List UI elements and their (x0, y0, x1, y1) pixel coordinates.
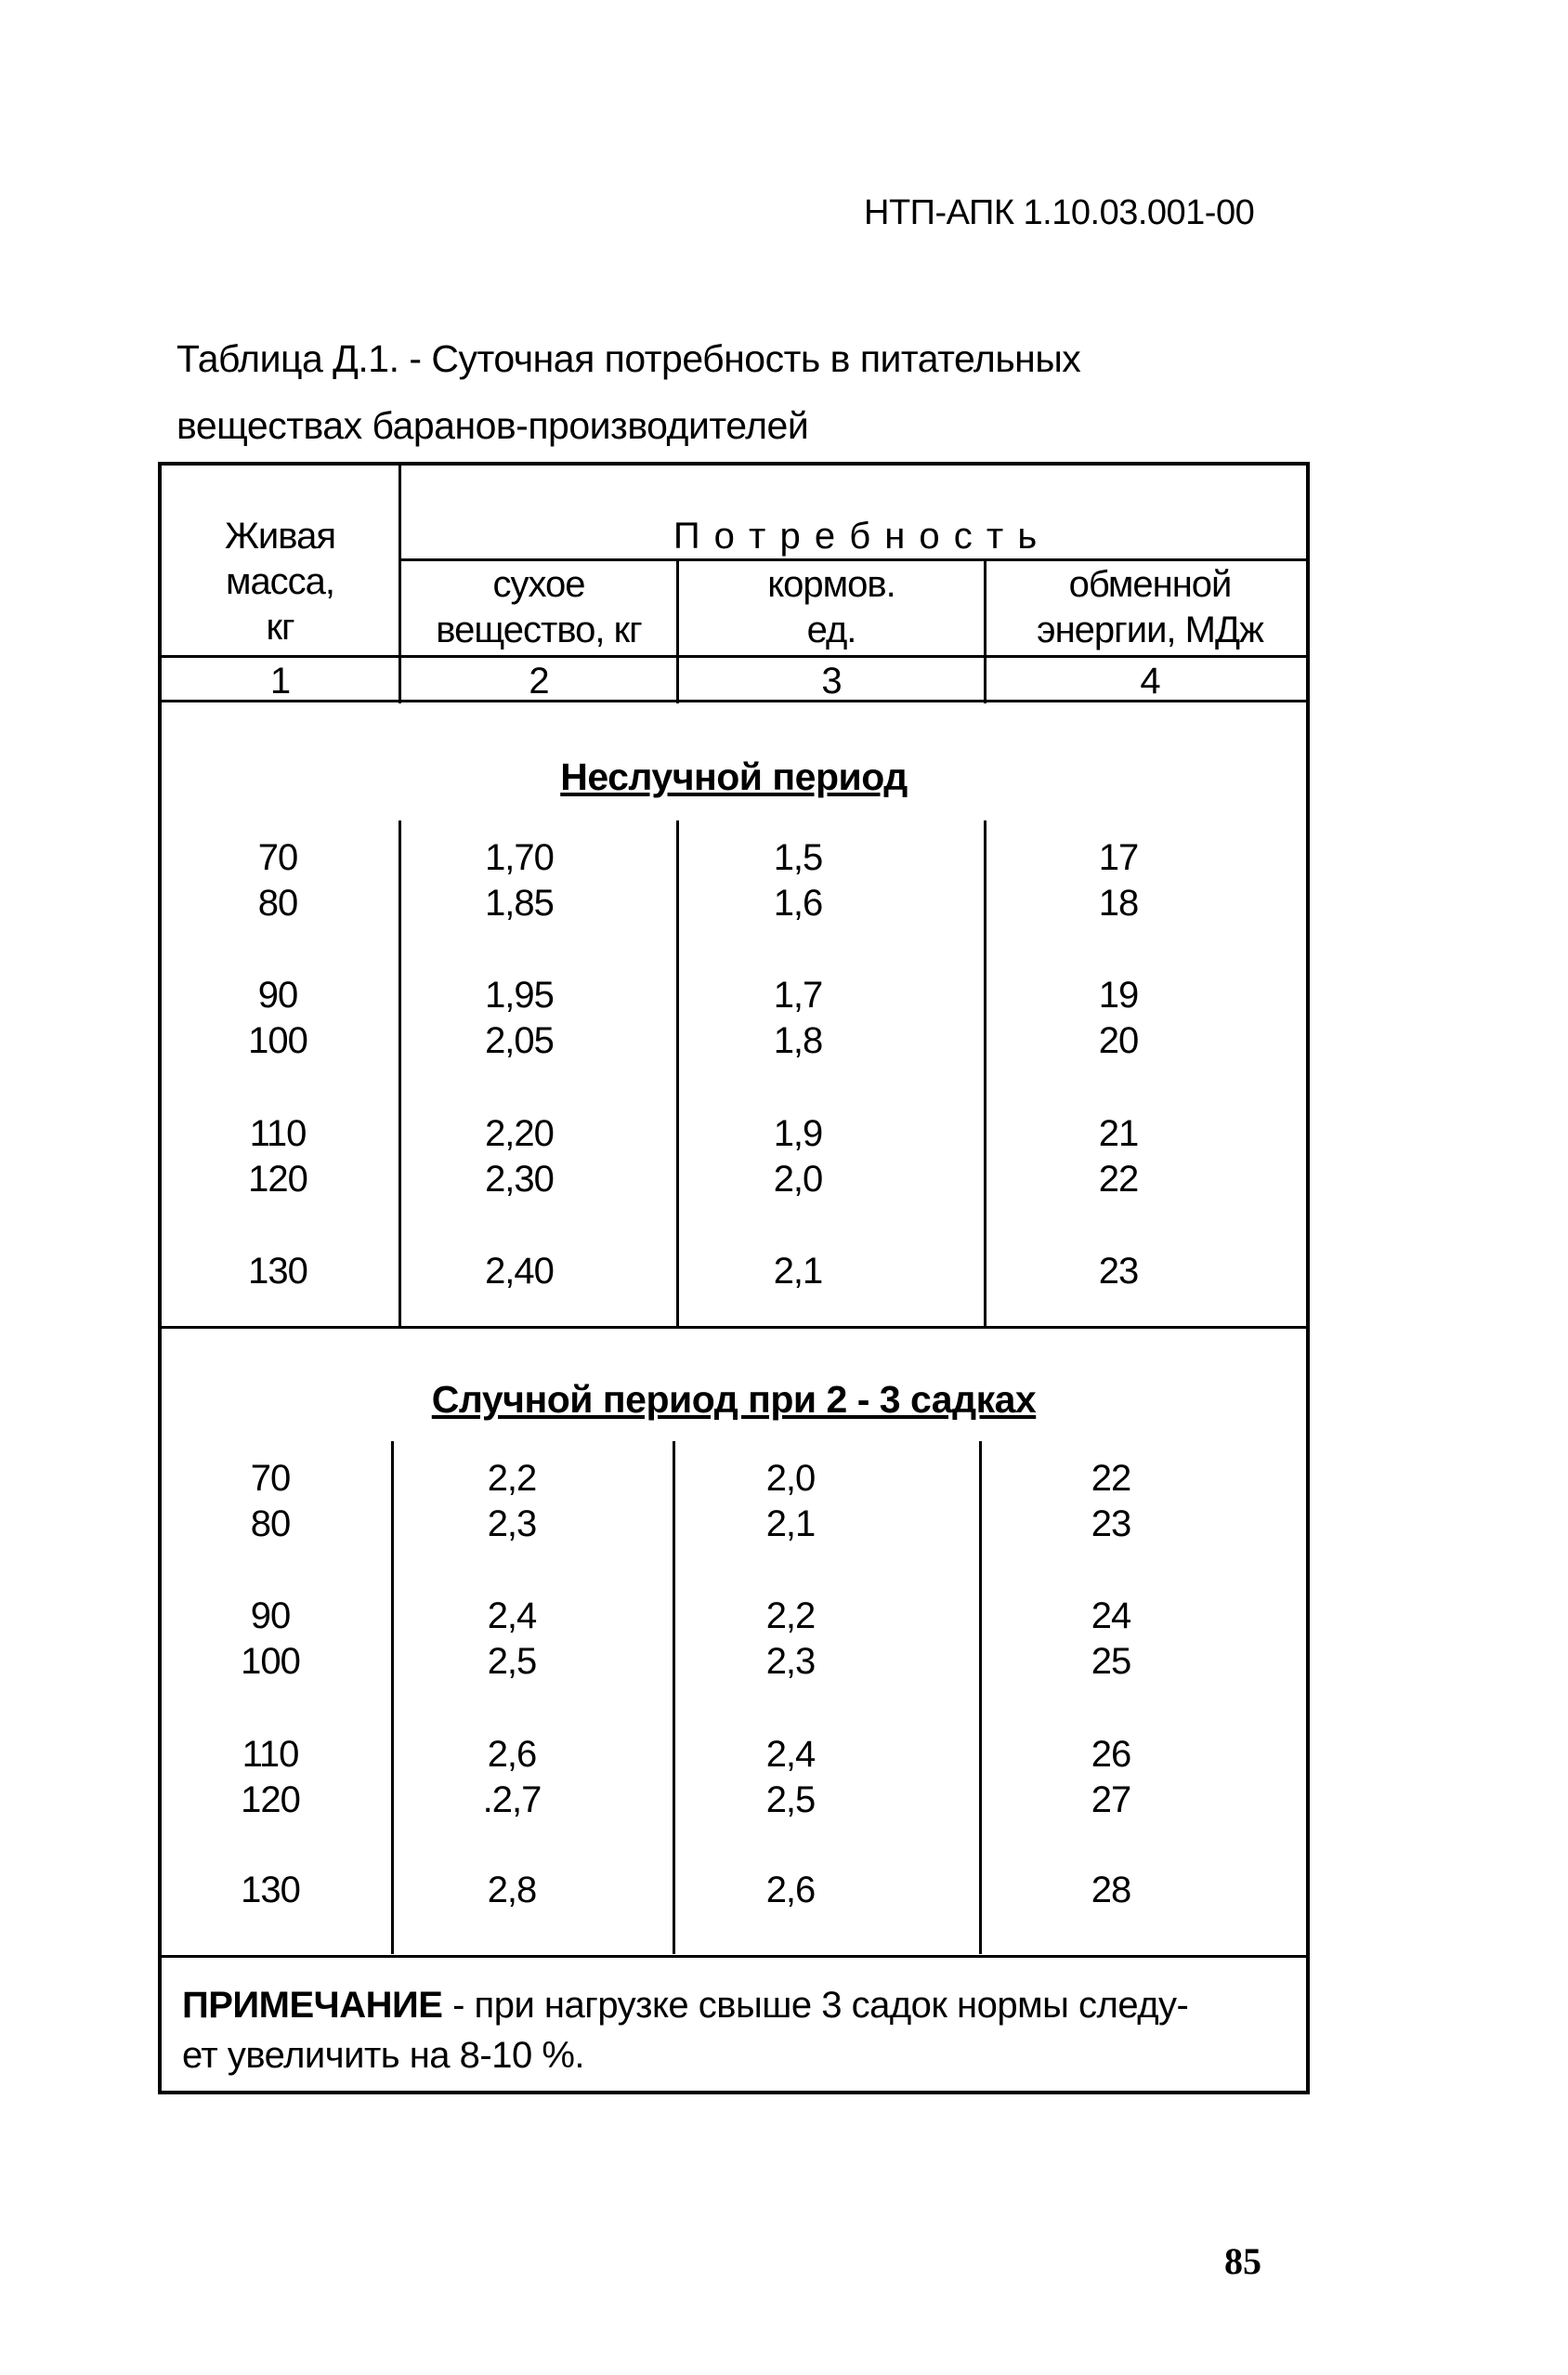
section-title-breeding: Случной период при 2 - 3 садках (431, 1378, 1037, 1421)
cell-exchange-energy: 23 (1091, 1503, 1131, 1544)
document-code: НТП-АПК 1.10.03.001-00 (864, 193, 1255, 232)
cell-feed-units: 1,9 (773, 1113, 823, 1154)
cell-live-mass: 100 (248, 1020, 307, 1061)
cell-feed-units: 2,1 (773, 1251, 823, 1292)
caption-line-1: Таблица Д.1. - Суточная потребность в питательных (176, 337, 1081, 380)
cell-dry-matter: 2,20 (485, 1113, 554, 1154)
colnum-1: 1 (269, 661, 291, 702)
cell-exchange-energy: 17 (1098, 837, 1139, 878)
caption-line-2: веществах баранов-производителей (176, 404, 809, 447)
colnum-2: 2 (529, 661, 549, 702)
cell-feed-units: 1,8 (773, 1020, 823, 1061)
cell-feed-units: 2,0 (773, 1159, 823, 1200)
cell-feed-units: 2,5 (765, 1779, 816, 1820)
requirements-table (158, 462, 1310, 2094)
cell-dry-matter: 2,4 (487, 1595, 537, 1636)
cell-live-mass: 110 (249, 1113, 307, 1154)
cell-live-mass: 90 (250, 1595, 291, 1636)
cell-exchange-energy: 18 (1098, 883, 1139, 924)
cell-live-mass: 70 (257, 837, 298, 878)
cell-dry-matter: .2,7 (482, 1779, 542, 1820)
cell-dry-matter: 1,95 (485, 975, 554, 1016)
cell-exchange-energy: 23 (1098, 1251, 1139, 1292)
cell-dry-matter: 2,40 (485, 1251, 554, 1292)
cell-feed-units: 2,0 (765, 1458, 816, 1499)
cell-live-mass: 130 (248, 1251, 307, 1292)
cell-live-mass: 120 (248, 1159, 307, 1200)
cell-dry-matter: 2,6 (487, 1734, 537, 1775)
section-separator (162, 1326, 1306, 1329)
cell-live-mass: 130 (241, 1870, 300, 1910)
section2-divider-1 (391, 1441, 394, 1954)
cell-dry-matter: 1,70 (485, 837, 554, 878)
cell-feed-units: 1,5 (773, 837, 823, 878)
section1-divider-1 (399, 820, 401, 1327)
cell-exchange-energy: 20 (1098, 1020, 1139, 1061)
cell-dry-matter: 2,30 (485, 1159, 554, 1200)
header-bottom-line (162, 655, 1306, 658)
cell-live-mass: 90 (257, 975, 298, 1016)
cell-live-mass: 100 (241, 1641, 300, 1682)
note-text: - при нагрузке свыше 3 садок нормы следу- (442, 1985, 1189, 2026)
note-label: ПРИМЕЧАНИЕ (182, 1985, 443, 2026)
cell-dry-matter: 2,05 (485, 1020, 554, 1061)
cell-dry-matter: 2,3 (487, 1503, 537, 1544)
cell-feed-units: 2,6 (765, 1870, 816, 1910)
cell-exchange-energy: 22 (1091, 1458, 1131, 1499)
cell-exchange-energy: 28 (1091, 1870, 1131, 1910)
cell-exchange-energy: 26 (1091, 1734, 1131, 1775)
cell-exchange-energy: 27 (1091, 1779, 1131, 1820)
cell-live-mass: 110 (242, 1734, 299, 1775)
section2-divider-3 (979, 1441, 982, 1954)
cell-feed-units: 2,2 (765, 1595, 816, 1636)
page-number: 85 (1224, 2240, 1261, 2282)
section1-divider-3 (984, 820, 987, 1327)
cell-exchange-energy: 24 (1091, 1595, 1131, 1636)
cell-feed-units: 2,3 (765, 1641, 816, 1682)
note-text-continued: ет увеличить на 8-10 %. (182, 2035, 585, 2076)
cell-feed-units: 2,4 (765, 1734, 816, 1775)
cell-live-mass: 80 (250, 1503, 291, 1544)
cell-dry-matter: 2,5 (487, 1641, 537, 1682)
cell-dry-matter: 2,2 (487, 1458, 537, 1499)
note-separator (162, 1955, 1306, 1958)
cell-live-mass: 80 (257, 883, 298, 924)
cell-exchange-energy: 21 (1098, 1113, 1139, 1154)
cell-dry-matter: 2,8 (487, 1870, 537, 1910)
cell-dry-matter: 1,85 (485, 883, 554, 924)
cell-live-mass: 120 (241, 1779, 300, 1820)
cell-feed-units: 1,7 (773, 975, 823, 1016)
cell-live-mass: 70 (250, 1458, 291, 1499)
cell-feed-units: 2,1 (765, 1503, 816, 1544)
header-exchange-energy: обменной энергии, МДж (1037, 564, 1263, 650)
table-caption (176, 325, 1291, 459)
cell-exchange-energy: 22 (1098, 1159, 1139, 1200)
cell-exchange-energy: 19 (1098, 975, 1139, 1016)
header-requirement-group: П о т р е б н о с т ь (673, 516, 1039, 557)
colnum-4: 4 (1140, 661, 1160, 702)
header-dry-matter: сухое вещество, кг (436, 564, 642, 650)
section-title-non-breeding: Неслучной период (560, 755, 908, 798)
header-feed-units: кормов. ед. (767, 564, 895, 650)
section1-divider-2 (676, 820, 679, 1327)
colnum-3: 3 (821, 661, 842, 702)
header-live-mass: Живая масса, кг (225, 516, 335, 648)
table-note (182, 1980, 1297, 2080)
cell-exchange-energy: 25 (1091, 1641, 1131, 1682)
cell-feed-units: 1,6 (773, 883, 823, 924)
